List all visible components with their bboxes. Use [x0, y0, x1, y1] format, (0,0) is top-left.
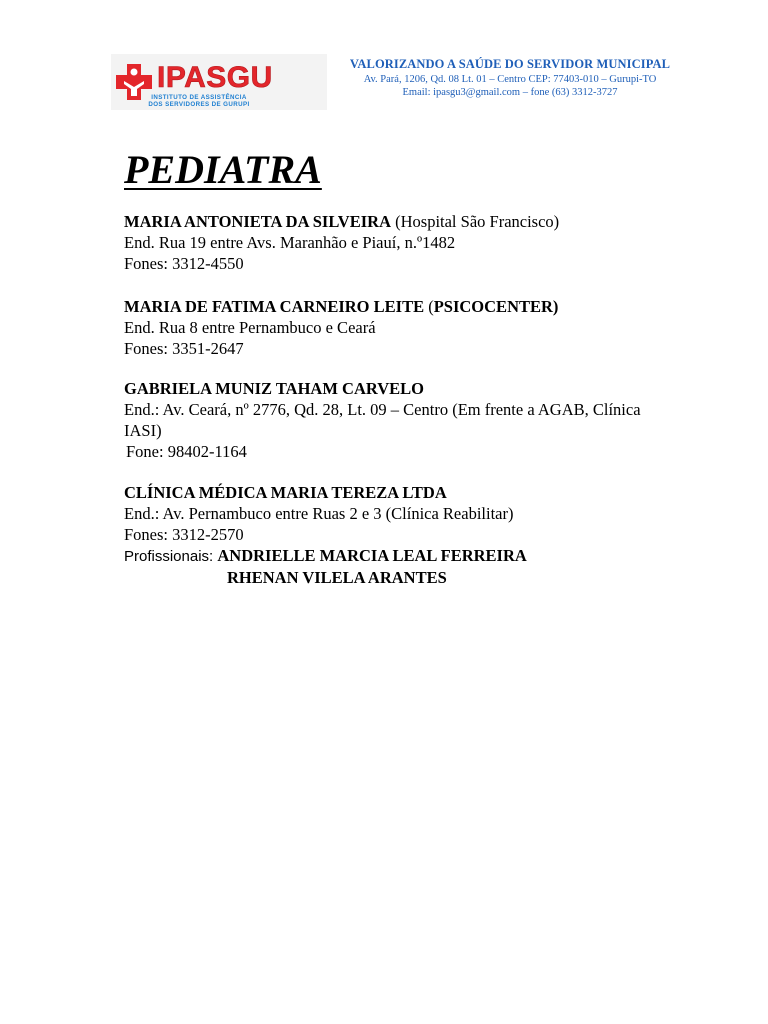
clinic-phone: Fones: 3312-2570	[124, 525, 244, 544]
clinic-name: CLÍNICA MÉDICA MARIA TEREZA LTDA	[124, 483, 447, 502]
ipasgu-logo	[111, 54, 327, 110]
doctor-phone: Fones: 3312-4550	[124, 254, 244, 273]
header-tagline: VALORIZANDO A SAÚDE DO SERVIDOR MUNICIPAL	[349, 57, 671, 71]
logo-graphic	[111, 54, 327, 110]
doctor-place: (Hospital São Francisco)	[390, 212, 560, 231]
doctor-name: MARIA DE FATIMA CARNEIRO LEITE	[124, 297, 425, 316]
header-address: Av. Pará, 1206, Qd. 08 Lt. 01 – Centro CEP: 77403-010 – Gurupi-TO	[363, 74, 657, 85]
doctor-address-line1: End.: Av. Ceará, nº 2776, Qd. 28, Lt. 09 – Centro (Em frente a AGAB, Clínica	[124, 400, 641, 419]
doctor-phone: Fones: 3351-2647	[124, 339, 244, 358]
doctor-entry	[124, 296, 694, 359]
logo-subtitle-2: DOS SERVIDORES DE GURUPI	[148, 101, 250, 108]
cross-horizontal	[116, 75, 152, 89]
professional-name: RHENAN VILELA ARANTES	[227, 568, 447, 587]
doctor-entry	[124, 378, 694, 462]
doctor-place: PSICOCENTER)	[433, 297, 559, 316]
doctor-phone: Fone: 98402-1164	[126, 442, 247, 461]
professionals-label: Profissionais:	[124, 548, 218, 565]
clinic-address: End.: Av. Pernambuco entre Ruas 2 e 3 (Clínica Reabilitar)	[124, 504, 514, 523]
doctor-name: GABRIELA MUNIZ TAHAM CARVELO	[124, 379, 424, 398]
doctor-address: End. Rua 19 entre Avs. Maranhão e Piauí, n.º1482	[124, 233, 456, 252]
doctor-name: MARIA ANTONIETA DA SILVEIRA	[124, 212, 391, 231]
logo-wordmark: IPASGU	[157, 61, 273, 94]
professional-name: ANDRIELLE MARCIA LEAL FERREIRA	[217, 546, 527, 565]
doctor-address-line2: IASI)	[124, 421, 162, 440]
doctor-place-open: (	[424, 297, 434, 316]
header-info	[340, 57, 680, 98]
header-contact: Email: ipasgu3@gmail.com – fone (63) 3312-3727	[402, 87, 618, 98]
page-title: PEDIATRA	[124, 147, 322, 192]
doctor-address: End. Rua 8 entre Pernambuco e Ceará	[124, 318, 376, 337]
clinic-entry	[124, 482, 694, 588]
doctor-entry	[124, 211, 694, 274]
logo-subtitle-1: INSTITUTO DE ASSISTÊNCIA	[151, 94, 247, 101]
